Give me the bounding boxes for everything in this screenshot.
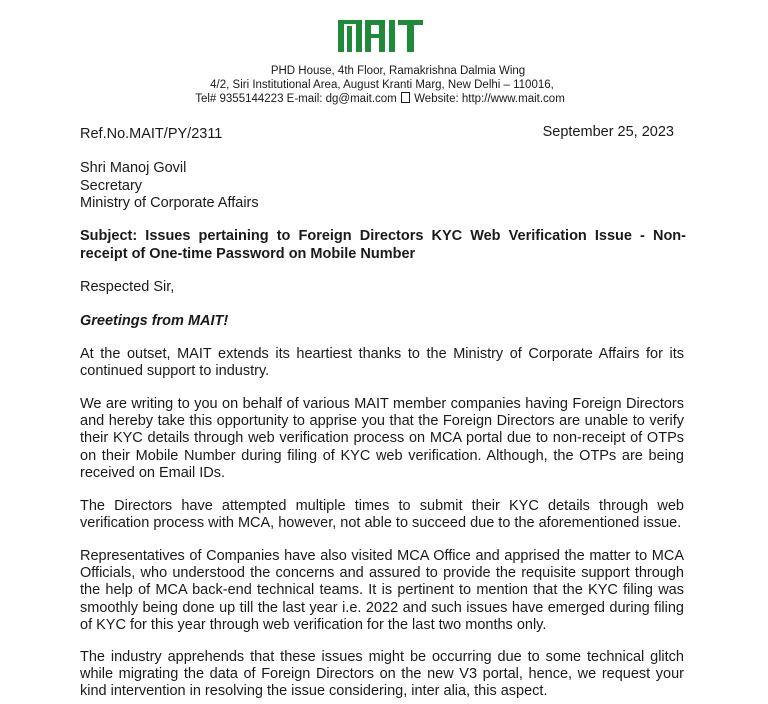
body-paragraph: Representatives of Companies have also visited MCA Office and apprised the matter to MCA Officials, who understood the concerns and assured to provide the requisite support through the help of MCA back-end technical teams. It is pertinent to mention that the KYC filing was smoothly being done up till the last year i.e. 2022 and such issues have emerged during filing of KYC for this year through web verification for the last two months only. (80, 548, 684, 633)
address-line-2: 4/2, Siri Institutional Area, August Kranti Marg, New Delhi – 110016, (210, 79, 554, 91)
body-paragraph: The Directors have attempted multiple times to submit their KYC details through web verification process with MCA, however, not able to succeed due to the aforementioned issue. (80, 498, 684, 532)
body-paragraph: At the outset, MAIT extends its heartiest thanks to the Ministry of Corporate Affairs for its continued support to industry. (80, 346, 684, 380)
recipient-title: Secretary (80, 177, 143, 194)
body-paragraph: The industry apprehends that these issues might be occurring due to some technical glitch while migrating the data of Foreign Directors on the new V3 portal, hence, we request your kind intervention in resolving the issue considering, inter alia, this aspect. (80, 649, 684, 700)
address-line-3 (0, 92, 764, 107)
separator-box-icon (401, 92, 410, 103)
salutation: Respected Sir, (80, 279, 175, 295)
recipient-name: Shri Manoj Govil (80, 160, 187, 176)
letter-date: September 25, 2023 (542, 124, 674, 140)
mait-logo (337, 14, 425, 54)
body-paragraph: We are writing to you on behalf of various MAIT member companies having Foreign Directors and hereby take this opportunity to apprise you that the Foreign Directors are unable to verify their KYC details through web verification process on MCA portal due to non-receipt of OTPs on their Mobile Number during filing of KYC web verification. Although, the OTPs are being received on Email IDs. (80, 396, 684, 481)
contact-phone-email: Tel# 9355144223 E-mail: dg@mait.com (195, 93, 397, 105)
reference-number: Ref.No.MAIT/PY/2311 (80, 126, 223, 142)
greeting: Greetings from MAIT! (80, 313, 229, 329)
contact-website: Website: http://www.mait.com (414, 93, 565, 105)
subject-line: Subject: Issues pertaining to Foreign Directors KYC Web Verification Issue - Non-receipt of One-time Password on Mobile Number (80, 228, 686, 262)
mait-logo-graphic (337, 14, 425, 54)
recipient-organization: Ministry of Corporate Affairs (80, 195, 259, 211)
address-line-1: PHD House, 4th Floor, Ramakrishna Dalmia Wing (270, 65, 526, 77)
recipient-block (80, 160, 259, 213)
